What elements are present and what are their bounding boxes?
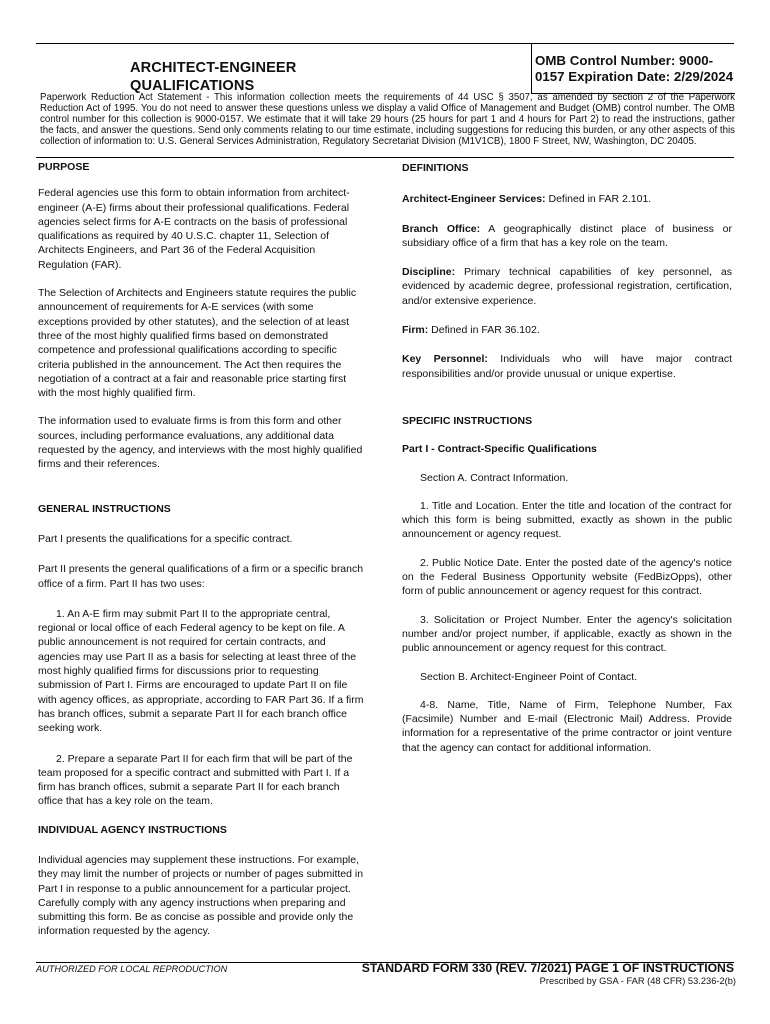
footer-form-id: STANDARD FORM 330 (REV. 7/2021) PAGE 1 OF INSTRUCTIONS (361, 961, 734, 975)
general-instructions-heading: GENERAL INSTRUCTIONS (38, 502, 171, 515)
purpose-paragraph-1: Federal agencies use this form to obtain information from architect-engineer (A-E) firms about their professional qualifications. Federal agencies select firms for A-E contracts on the basis of professional qualifications as required by 40 U.S.C. chapter 11, Selection of Architects Engineers, and Part 36 of the Federal Acquisition Regulation (FAR). (38, 187, 350, 271)
general-paragraph-3: 1. An A-E firm may submit Part II to the appropriate central, regional or local office of each Federal agency to be kept on file. A public announcement is not required for certain contracts, and agencies may use Part II as a basis for selecting at least three of the most highly qualified firms for discussions prior to requesting submission of Part I. Firms are encouraged to update Part II on file with agency offices, as appropriate, according to FAR Part 36. If a firm has branch offices, submit a separate Part II for each branch office seeking work. (38, 607, 364, 735)
purpose-paragraph-2: The Selection of Architects and Engineers statute requires the public announcement of requirements for A-E services (with some exceptions provided by other statutes), and the selection of at least three of the most highly qualified firms based on demonstrated competence and professional qualifications according to specific criteria published in the announcement. The Act then requires the negotiation of a contract at a fair and reasonable price starting first with the most highly qualified firm. (38, 287, 357, 400)
definition-term: Architect-Engineer Services: (402, 193, 546, 206)
definitions-heading: DEFINITIONS (402, 162, 469, 174)
definition-discipline (402, 265, 732, 308)
definition-text: Defined in FAR 36.102. (428, 324, 540, 337)
definition-ae-services (402, 192, 732, 206)
definition-term: Branch Office: (402, 222, 481, 235)
instruction-item-4-8: 4-8. Name, Title, Name of Firm, Telephone Number, Fax (Facsimile) Number and E-mail (Electronic Mail) Address. Provide information for a representative of the prime contractor or joint venture that the agency can contact for additional information. (402, 698, 732, 754)
footer-prescribed: Prescribed by GSA - FAR (48 CFR) 53.236-2(b) (539, 976, 736, 986)
paperwork-reduction-statement: Paperwork Reduction Act Statement - This information collection meets the requirements of 44 USC § 3507, as amended by section 2 of the Paperwork Reduction Act of 1995. You do not need to answer these questions unless we display a valid Office of Management and Budget (OMB) control number. The OMB control number for this collection is 9000-0157. We estimate that it will take 29 hours (25 hours for part 1 and 4 hours for Part 2) to read the instructions, gather the facts, and answer the questions. Send only comments relating to our time estimate, including suggestions for reducing this burden, or any other aspects of this collection of information to: U.S. General Services Administration, Regulatory Secretariat Division (M1V1CB), 1800 F Street, NW, Washington, DC 20405. (40, 92, 735, 148)
omb-box (531, 43, 735, 94)
specific-instructions-heading: SPECIFIC INSTRUCTIONS (402, 414, 533, 427)
agency-instructions-heading: INDIVIDUAL AGENCY INSTRUCTIONS (38, 823, 227, 836)
omb-control-number: OMB Control Number: 9000-0157 Expiration Date: 2/29/2024 (535, 53, 734, 84)
left-column (38, 160, 365, 939)
right-column (402, 160, 732, 755)
general-paragraph-1: Part I presents the qualifications for a specific contract. (38, 532, 293, 545)
purpose-paragraph-3: The information used to evaluate firms is from this form and other sources, including performance evaluations, any additional data requested by the agency, and interviews with the most highly qualified firms and their references. (38, 415, 363, 471)
instruction-item-2: 2. Public Notice Date. Enter the posted date of the agency's notice on the Federal Business Opportunity website (FedBizOpps), other form of public announcement or agency request for this contract. (402, 556, 732, 598)
instruction-item-3: 3. Solicitation or Project Number. Enter the agency's solicitation number and/or project number, if applicable, exactly as shown in the public announcement or agency request for this contract. (402, 613, 732, 655)
instruction-item-1: 1. Title and Location. Enter the title and location of the contract for which this form is being submitted, exactly as shown in the public announcement or agency request. (402, 499, 732, 541)
footer-rule (36, 961, 734, 975)
agency-paragraph-1: Individual agencies may supplement these instructions. For example, they may limit the number of projects or number of pages submitted in Part I in response to a public announcement for a particular project. Carefully comply with any agency instructions when preparing and submitting this form. Be as concise as possible and provide only the information requested by the agency. (38, 853, 364, 938)
purpose-heading: PURPOSE (38, 161, 90, 173)
section-b-heading: Section B. Architect-Engineer Point of Contact. (420, 670, 638, 683)
definition-firm (402, 323, 732, 337)
header-bottom-rule (36, 157, 734, 158)
definition-term: Firm: (402, 324, 429, 337)
definition-term: Discipline: (402, 266, 456, 279)
definition-text: Individuals who will have major contract responsibilities and/or provide unusual or unique expertise. (402, 353, 732, 380)
definition-term: Key Personnel: (402, 353, 488, 366)
footer-authorization: AUTHORIZED FOR LOCAL REPRODUCTION (36, 964, 228, 974)
general-paragraph-2: Part II presents the general qualifications of a firm or a specific branch office of a firm. Part II has two uses: (38, 563, 364, 590)
part1-heading: Part I - Contract-Specific Qualifications (402, 443, 597, 456)
form-title: ARCHITECT-ENGINEER QUALIFICATIONS (130, 60, 297, 94)
definition-text: A geographically distinct place of business or subsidiary office of a firm that has a key role on the team. (402, 222, 732, 249)
definition-text: Defined in FAR 2.101. (545, 193, 652, 206)
definition-branch-office (402, 222, 732, 251)
definition-text: Primary technical capabilities of key personnel, as evidenced by academic degree, professional registration, certification, and/or extensive experience. (402, 266, 732, 307)
general-paragraph-4: 2. Prepare a separate Part II for each firm that will be part of the team proposed for a specific contract and submitted with Part I. If a firm has branch offices, submit a separate Part II for each branch office that has a key role on the team. (38, 752, 353, 808)
definition-key-personnel (402, 352, 732, 381)
section-a-heading: Section A. Contract Information. (420, 471, 569, 484)
